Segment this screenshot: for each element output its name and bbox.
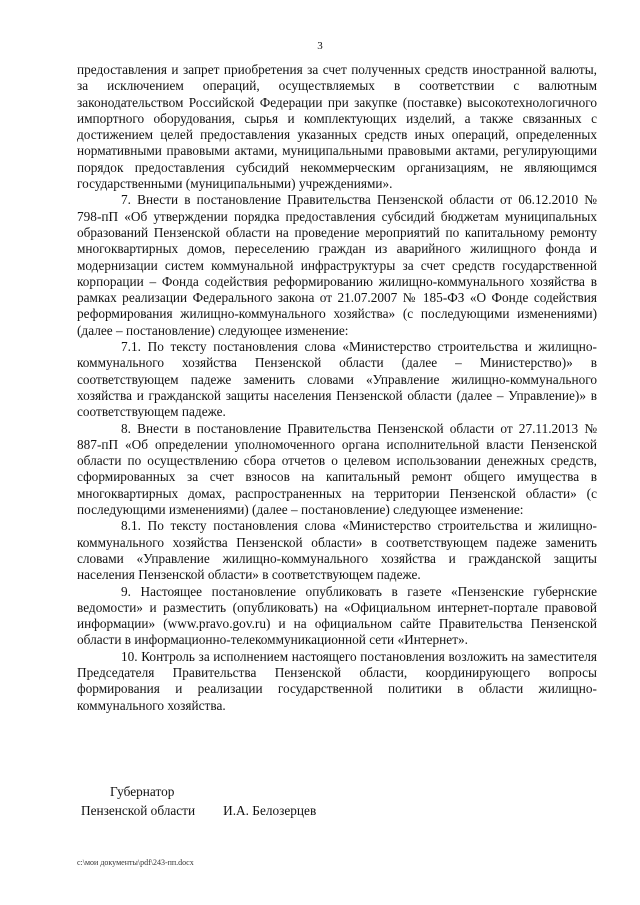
paragraph-item-9: 9. Настоящее постановление опубликовать в газете «Пензенские губернские ведомости» и разместить (опубликовать) на «Официальном интернет-портале правовой информации» (www.pravo.gov.ru) и на официальном сайте Правительства Пензенской области в информационно-телекоммуникационной сети «Интернет». bbox=[77, 583, 597, 648]
document-body bbox=[77, 62, 597, 714]
paragraph-item-7-1: 7.1. По тексту постановления слова «Министерство строительства и жилищно-коммунального хозяйства Пензенской области (далее – Министерство)» в соответствующем падеже заменить словами «Управление жилищно-коммунального хозяйства и гражданской защиты населения Пензенской области (далее – Управление)» в соответствующем падеже. bbox=[77, 339, 597, 420]
paragraph-item-8: 8. Внести в постановление Правительства Пензенской области от 27.11.2013 № 887-пП «Об определении уполномоченного органа исполнительной власти Пензенской области по осуществлению сбора отчетов о целевом использовании денежных средств, сформированных за счет взносов на капитальный ремонт общего имущества в многоквартирных домах, распространенных на территории Пензенской области» (с последующими изменениями) (далее – постановление) следующее изменение: bbox=[77, 420, 597, 518]
paragraph-item-10: 10. Контроль за исполнением настоящего постановления возложить на заместителя Председателя Правительства Пензенской области, координирующего вопросы формирования и реализации государственной политики в области жилищно-коммунального хозяйства. bbox=[77, 648, 597, 713]
paragraph-item-7: 7. Внести в постановление Правительства Пензенской области от 06.12.2010 № 798-пП «Об утверждении порядка предоставления субсидий бюджетам муниципальных образований Пензенской области на проведение мероприятий по капитальному ремонту многоквартирных домов, переселению граждан из аварийного жилищного фонда и модернизации систем коммунальной инфраструктуры за счет средств государственной корпорации – Фонда содействия реформированию жилищно-коммунального хозяйства в рамках реализации Федерального закона от 21.07.2007 № 185-ФЗ «О Фонде содействия реформирования жилищно-коммунального хозяйства» (с последующими изменениями) (далее – постановление) следующее изменение: bbox=[77, 192, 597, 338]
paragraph-item-8-1: 8.1. По тексту постановления слова «Министерство строительства и жилищно-коммунального хозяйства Пензенской области» в соответствующем падеже заменить словами «Управление жилищно-коммунального хозяйства и гражданской защиты населения Пензенской области» в соответствующем падеже. bbox=[77, 518, 597, 583]
signature-name: И.А. Белозерцев bbox=[223, 803, 317, 818]
footer-file-path: c:\мои документы\pdf\243-пп.docx bbox=[77, 858, 194, 867]
signature-row bbox=[77, 801, 597, 820]
page-number: 3 bbox=[317, 40, 323, 52]
signature-region: Пензенской области bbox=[81, 803, 196, 818]
signature-title: Губернатор bbox=[110, 784, 175, 799]
paragraph-continuation: предоставления и запрет приобретения за счет полученных средств иностранной валюты, за исключением операций, осуществляемых в соответствии с валютным законодательством Российской Федерации при закупке (поставке) высокотехнологичного импортного оборудования, сырья и комплектующих изделий, а также связанных с достижением целей предоставления указанных средств иных операций, определенных нормативными правовыми актами, муниципальными правовыми актами, регулирующими порядок предоставления субсидий некоммерческим организациям, не являющимся государственными (муниципальными) учреждениями». bbox=[77, 62, 597, 192]
signature-block bbox=[77, 782, 597, 820]
